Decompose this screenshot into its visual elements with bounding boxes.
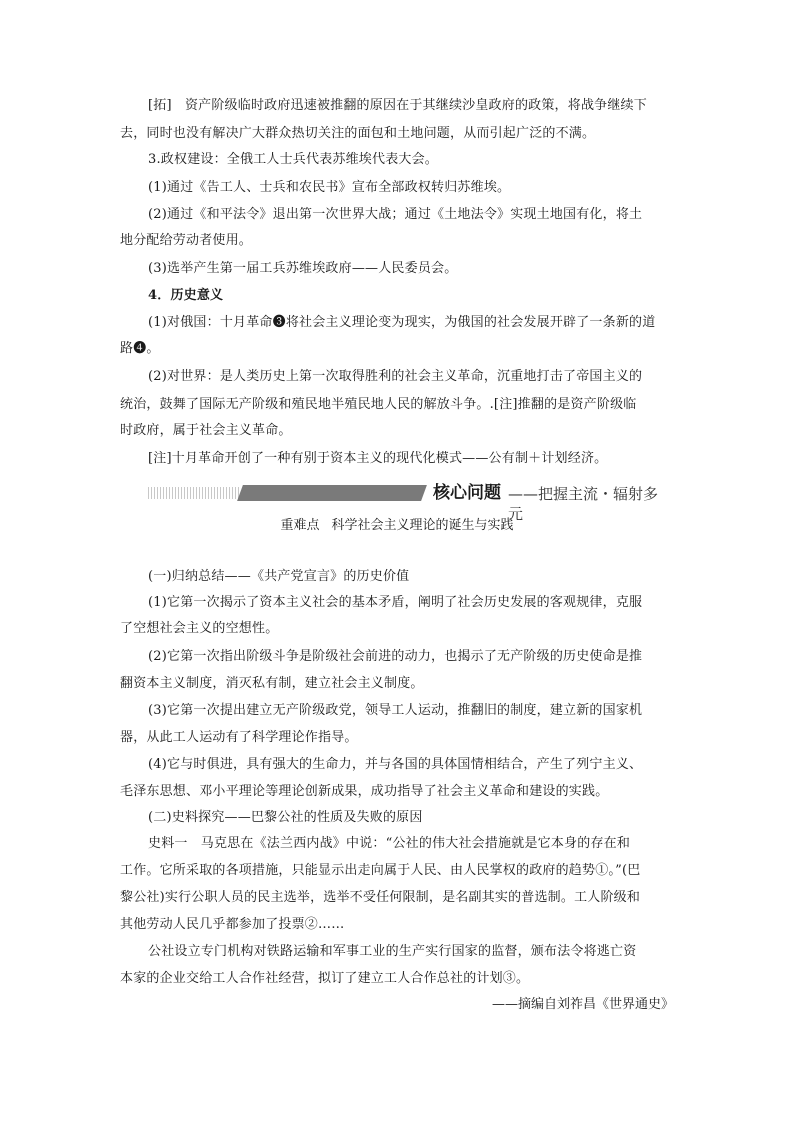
text-line: (2)对世界：是人类历史上第一次取得胜利的社会主义革命，沉重地打击了帝国主义的 <box>148 369 643 384</box>
text-line: 其他劳动人民几乎都参加了投票②…… <box>120 917 345 932</box>
subheading: 4．历史意义 <box>148 288 224 303</box>
text-line: 毛泽东思想、邓小平理论等理论创新成果，成功指导了社会主义革命和建设的实践。 <box>120 784 609 799</box>
text-line: (1)通过《告工人、士兵和农民书》宣布全部政权转归苏维埃。 <box>148 180 511 195</box>
text-line: 本家的企业交给工人合作社经营，拟订了建立工人合作总社的计划③。 <box>120 971 530 986</box>
key-point-label: 重难点 <box>280 518 320 533</box>
text-line: (1)对俄国：十月革命❸将社会主义理论变为现实，为俄国的社会发展开辟了一条新的道 <box>148 315 656 330</box>
key-point-text: 科学社会主义理论的诞生与实践 <box>331 518 514 533</box>
text-line: [拓] 资产阶级临时政府迅速被推翻的原因在于其继续沙皇政府的政策，将战争继续下 <box>148 98 647 113</box>
text-line: (1)它第一次揭示了资本主义社会的基本矛盾，阐明了社会历史发展的客观规律，克服 <box>148 595 643 610</box>
text-line: 史料一 马克思在《法兰西内战》中说：“公社的伟大社会措施就是它本身的存在和 <box>148 836 631 851</box>
subheading: (一)归纳总结——《共产党宣言》的历史价值 <box>148 569 410 584</box>
banner-title: 核心问题 <box>433 483 501 503</box>
banner-subtitle: ——把握主流・辐射多元 <box>508 485 659 523</box>
text-line: 了空想社会主义的空想性。 <box>120 621 279 636</box>
text-line: 工作。它所采取的各项措施，只能显示出走向属于人民、由人民掌权的政府的趋势①。”(巴 <box>120 863 641 878</box>
subheading: (二)史料探究——巴黎公社的性质及失败的原因 <box>148 810 423 825</box>
subheading: 3.政权建设：全俄工人士兵代表苏维埃代表大会。 <box>148 152 439 167</box>
text-line: 翻资本主义制度，消灭私有制，建立社会主义制度。 <box>120 676 424 691</box>
text-line: (3)选举产生第一届工兵苏维埃政府——人民委员会。 <box>148 261 458 276</box>
banner-bar <box>237 485 427 501</box>
text-line: 地分配给劳动者使用。 <box>120 233 253 248</box>
text-line: 统治，鼓舞了国际无产阶级和殖民地半殖民地人民的解放斗争。.[注]推翻的是资产阶级临 <box>120 397 637 412</box>
text-line: (4)它与时俱进，具有强大的生命力，并与各国的具体国情相结合，产生了列宁主义、 <box>148 757 643 772</box>
text-line: (2)它第一次指出阶级斗争是阶级社会前进的动力，也揭示了无产阶级的历史使命是推 <box>148 649 643 664</box>
source-citation: ——摘编自刘祚昌《世界通史》 <box>491 997 674 1012</box>
note-line: [注]十月革命开创了一种有别于资本主义的现代化模式——公有制＋计划经济。 <box>148 451 608 466</box>
text-line: 器，从此工人运动有了科学理论作指导。 <box>120 730 358 745</box>
text-line: (3)它第一次提出建立无产阶级政党，领导工人运动，推翻旧的制度，建立新的国家机 <box>148 703 643 718</box>
section-banner <box>148 483 668 523</box>
key-point-heading <box>0 517 794 535</box>
text-line: 路❹。 <box>120 341 160 356</box>
text-line: 时政府，属于社会主义革命。 <box>120 423 292 438</box>
text-line: 去，同时也没有解决广大群众热切关注的面包和土地问题，从而引起广泛的不满。 <box>120 126 596 141</box>
banner-stripe <box>148 487 240 499</box>
text-line: (2)通过《和平法令》退出第一次世界大战；通过《土地法令》实现土地国有化，将土 <box>148 207 643 222</box>
text-line: 公社设立专门机构对铁路运输和军事工业的生产实行国家的监督，颁布法令将逃亡资 <box>148 944 637 959</box>
text-line: 黎公社)实行公职人员的民主选举，选举不受任何限制，是名副其实的普选制。工人阶级和 <box>120 890 641 905</box>
